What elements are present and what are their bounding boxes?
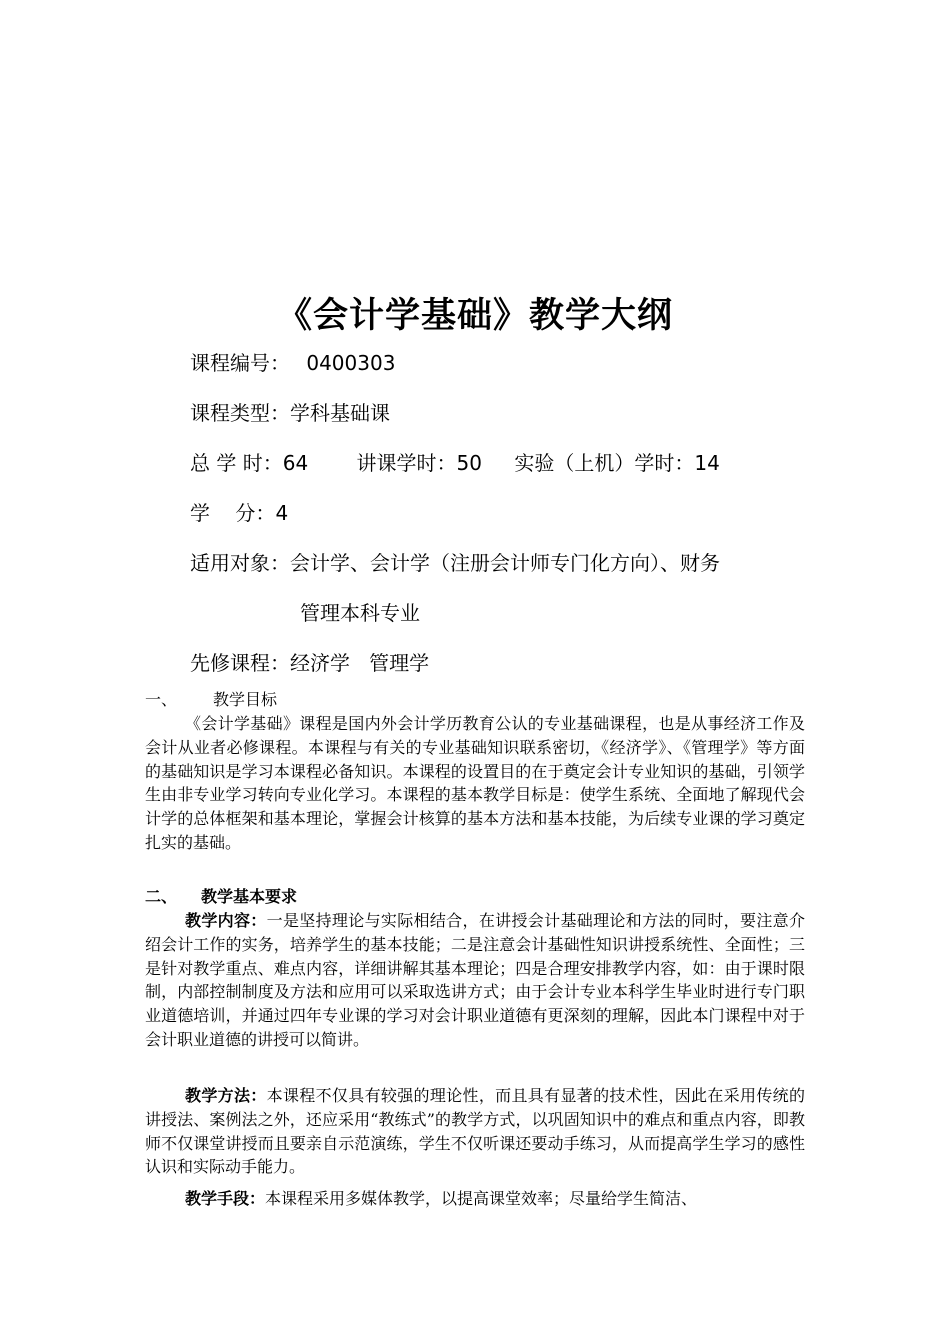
content-paragraph bbox=[145, 909, 805, 1052]
hours-row bbox=[190, 448, 720, 478]
lab-hours-label: 实验（上机）学时： bbox=[514, 451, 695, 475]
section-title: 教学目标 bbox=[213, 690, 278, 709]
total-hours-label: 总 学 时： bbox=[190, 451, 283, 475]
section-heading-requirements bbox=[145, 886, 297, 908]
section-number: 二、 bbox=[145, 887, 178, 906]
audience-label: 适用对象： bbox=[190, 551, 290, 575]
page-title: 《会计学基础》教学大纲 bbox=[276, 296, 673, 336]
section-heading-objectives bbox=[145, 689, 277, 711]
means-paragraph bbox=[145, 1187, 805, 1211]
course-code-value: 0400303 bbox=[306, 351, 396, 375]
section-title: 教学基本要求 bbox=[201, 887, 298, 906]
method-label: 教学方法： bbox=[185, 1086, 267, 1105]
lab-hours-value: 14 bbox=[694, 451, 720, 475]
audience-value-line2: 管理本科专业 bbox=[300, 601, 420, 625]
course-code-row bbox=[190, 348, 395, 378]
credits-value: 4 bbox=[275, 501, 289, 525]
audience-value-line1: 会计学、会计学（注册会计师专门化方向）、财务 bbox=[290, 551, 720, 575]
means-text: 本课程采用多媒体教学，以提高课堂效率；尽量给学生简洁、 bbox=[265, 1189, 698, 1208]
prereq-value: 经济学 管理学 bbox=[290, 651, 430, 675]
credits-label: 学 分： bbox=[190, 501, 276, 525]
content-text: 一是坚持理论与实际相结合，在讲授会计基础理论和方法的同时，要注意介绍会计工作的实务，培养学生的基本技能；二是注意会计基础性知识讲授系统性、全面性；三是针对教学重点、难点内容，详细讲解其基本理论；四是合理安排教学内容，如：由于课时限制，内部控制制度及方法和应用可以采取选讲方式；由于会计专业本科学生毕业时进行专门职业道德培训，并通过四年专业课的学习对会计职业道德有更深刻的理解，因此本门课程中对于会计职业道德的讲授可以简讲。 bbox=[145, 911, 805, 1049]
lecture-hours-label: 讲课学时： bbox=[356, 451, 457, 475]
course-code-label: 课程编号： bbox=[190, 351, 290, 375]
prereq-row bbox=[190, 648, 429, 678]
audience-row bbox=[190, 548, 720, 578]
content-label: 教学内容： bbox=[185, 911, 267, 930]
section-number: 一、 bbox=[145, 690, 178, 709]
course-type-value: 学科基础课 bbox=[290, 401, 390, 425]
means-label: 教学手段： bbox=[185, 1189, 266, 1208]
course-type-label: 课程类型： bbox=[190, 401, 290, 425]
total-hours-value: 64 bbox=[282, 451, 309, 475]
method-text: 本课程不仅具有较强的理论性，而且具有显著的技术性，因此在采用传统的讲授法、案例法之外，还应采用“教练式”的教学方式，以巩固知识中的难点和重点内容，即教师不仅课堂讲授而且要亲自示范演练，学生不仅听课还要动手练习，从而提高学生学习的感性认识和实际动手能力。 bbox=[145, 1086, 805, 1177]
course-type-row bbox=[190, 398, 390, 428]
lecture-hours-value: 50 bbox=[456, 451, 482, 475]
prereq-label: 先修课程： bbox=[190, 651, 290, 675]
credits-row bbox=[190, 498, 288, 528]
method-paragraph bbox=[145, 1084, 805, 1179]
objectives-paragraph: 《会计学基础》课程是国内外会计学历教育公认的专业基础课程，也是从事经济工作及会计从业者必修课程。本课程与有关的专业基础知识联系密切，《经济学》、《管理学》等方面的基础知识是学习本课程必备知识。本课程的设置目的在于奠定会计专业知识的基础，引领学生由非专业学习转向专业化学习。本课程的基本教学目标是：使学生系统、全面地了解现代会计学的总体框架和基本理论，掌握会计核算的基本方法和基本技能，为后续专业课的学习奠定扎实的基础。 bbox=[145, 714, 805, 852]
